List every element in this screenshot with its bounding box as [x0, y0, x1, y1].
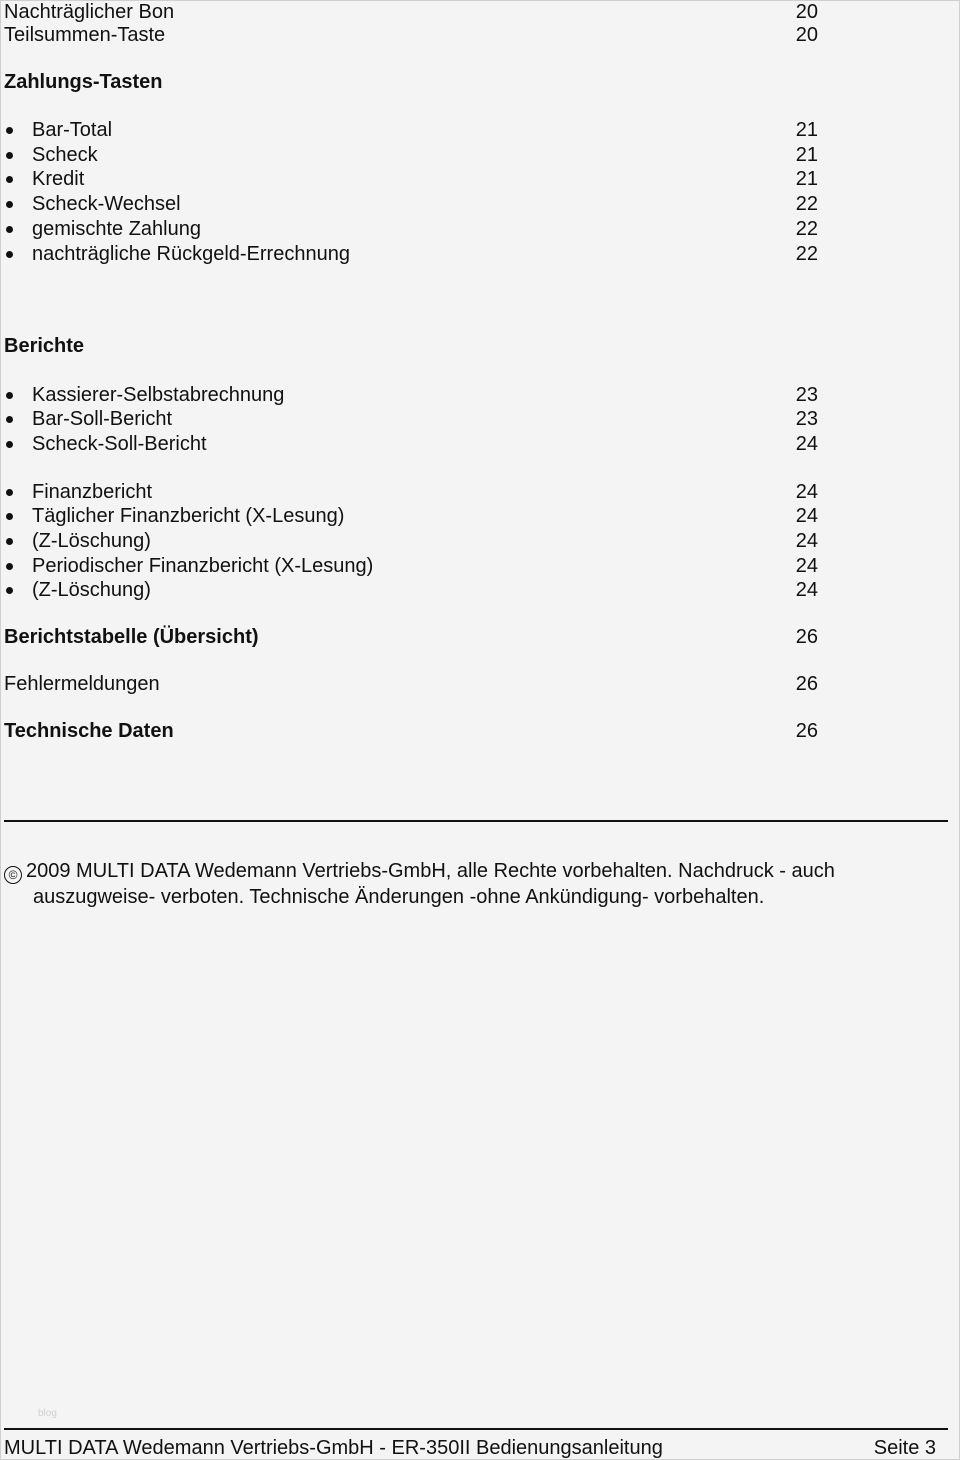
toc-page: 22	[795, 218, 818, 240]
toc-page: 26	[795, 720, 818, 742]
toc-entry	[4, 480, 824, 504]
toc-entry	[4, 70, 824, 94]
bullet-icon	[6, 441, 13, 448]
toc-label: (Z-Löschung)	[32, 579, 151, 601]
toc-page: 20	[795, 24, 818, 46]
toc-entry	[4, 719, 824, 743]
toc-page: 21	[795, 144, 818, 166]
toc-label: Kredit	[32, 168, 85, 190]
toc-entry	[4, 625, 824, 649]
toc-page: 24	[795, 555, 818, 577]
bullet-icon	[6, 392, 13, 399]
toc-page: 20	[795, 1, 818, 23]
bullet-icon	[6, 416, 13, 423]
footer-divider	[4, 1428, 948, 1430]
toc-entry	[4, 672, 824, 696]
toc-page: 24	[795, 579, 818, 601]
toc-page: 26	[795, 673, 818, 695]
toc-page: 24	[795, 481, 818, 503]
toc-label: Kassierer-Selbstabrechnung	[32, 384, 285, 406]
toc-page: 24	[795, 530, 818, 552]
toc-label: Scheck	[32, 144, 98, 166]
bullet-icon	[6, 201, 13, 208]
toc-page: 23	[795, 408, 818, 430]
toc-entry	[4, 432, 824, 456]
copyright-icon: ©	[4, 866, 22, 884]
toc-page: 24	[795, 433, 818, 455]
bullet-icon	[6, 587, 13, 594]
toc-page: 26	[795, 626, 818, 648]
toc-entry	[4, 217, 824, 241]
toc-entry	[4, 578, 824, 602]
toc-page: 21	[795, 168, 818, 190]
bullet-icon	[6, 226, 13, 233]
toc-label: Bar-Soll-Bericht	[32, 408, 173, 430]
toc-entry	[4, 0, 824, 24]
toc-label: Scheck-Soll-Bericht	[32, 433, 207, 455]
toc-entry	[4, 334, 824, 358]
bullet-icon	[6, 152, 13, 159]
toc-page: 24	[795, 505, 818, 527]
toc-entry	[4, 407, 824, 431]
toc-entry	[4, 192, 824, 216]
toc-page: 21	[795, 119, 818, 141]
toc-label: Bar-Total	[32, 119, 113, 141]
toc-entry	[4, 554, 824, 578]
toc-label: Technische Daten	[4, 720, 174, 742]
toc-page: 22	[795, 243, 818, 265]
footer-title: MULTI DATA Wedemann Vertriebs-GmbH - ER-350II Bedienungsanleitung	[4, 1437, 663, 1459]
page-number: Seite 3	[873, 1437, 936, 1459]
bullet-icon	[6, 127, 13, 134]
bullet-icon	[6, 251, 13, 258]
toc-label: Finanzbericht	[32, 481, 153, 503]
divider	[4, 820, 948, 822]
toc-label: Nachträglicher Bon	[4, 1, 175, 23]
bullet-icon	[6, 176, 13, 183]
toc-entry	[4, 23, 824, 47]
bullet-icon	[6, 538, 13, 545]
toc-label: gemischte Zahlung	[32, 218, 201, 240]
toc-entry	[4, 383, 824, 407]
bullet-icon	[6, 513, 13, 520]
copyright-line-1: 2009 MULTI DATA Wedemann Vertriebs-GmbH, alle Rechte vorbehalten. Nachdruck - auch	[26, 860, 835, 882]
toc-entry	[4, 529, 824, 553]
toc-label: Berichtstabelle (Übersicht)	[4, 626, 259, 648]
toc-entry	[4, 242, 824, 266]
toc-page: 22	[795, 193, 818, 215]
toc-entry	[4, 504, 824, 528]
copyright-line-2: auszugweise- verboten. Technische Änderungen -ohne Ankündigung- vorbehalten.	[33, 886, 765, 908]
toc-label: Berichte	[4, 335, 85, 357]
toc-entry	[4, 167, 824, 191]
toc-label: Periodischer Finanzbericht (X-Lesung)	[32, 555, 374, 577]
bullet-icon	[6, 489, 13, 496]
toc-label: Täglicher Finanzbericht (X-Lesung)	[32, 505, 345, 527]
page-footer	[4, 1436, 936, 1460]
toc-entry	[4, 118, 824, 142]
toc-entry	[4, 143, 824, 167]
bullet-icon	[6, 563, 13, 570]
toc-label: Zahlungs-Tasten	[4, 71, 163, 93]
watermark: blog	[38, 1408, 57, 1419]
toc-label: (Z-Löschung)	[32, 530, 151, 552]
toc-label: Scheck-Wechsel	[32, 193, 181, 215]
toc-label: Fehlermeldungen	[4, 673, 160, 695]
toc-label: nachträgliche Rückgeld-Errechnung	[32, 243, 350, 265]
toc-page: 23	[795, 384, 818, 406]
copyright-notice	[4, 858, 904, 910]
toc-label: Teilsummen-Taste	[4, 24, 166, 46]
